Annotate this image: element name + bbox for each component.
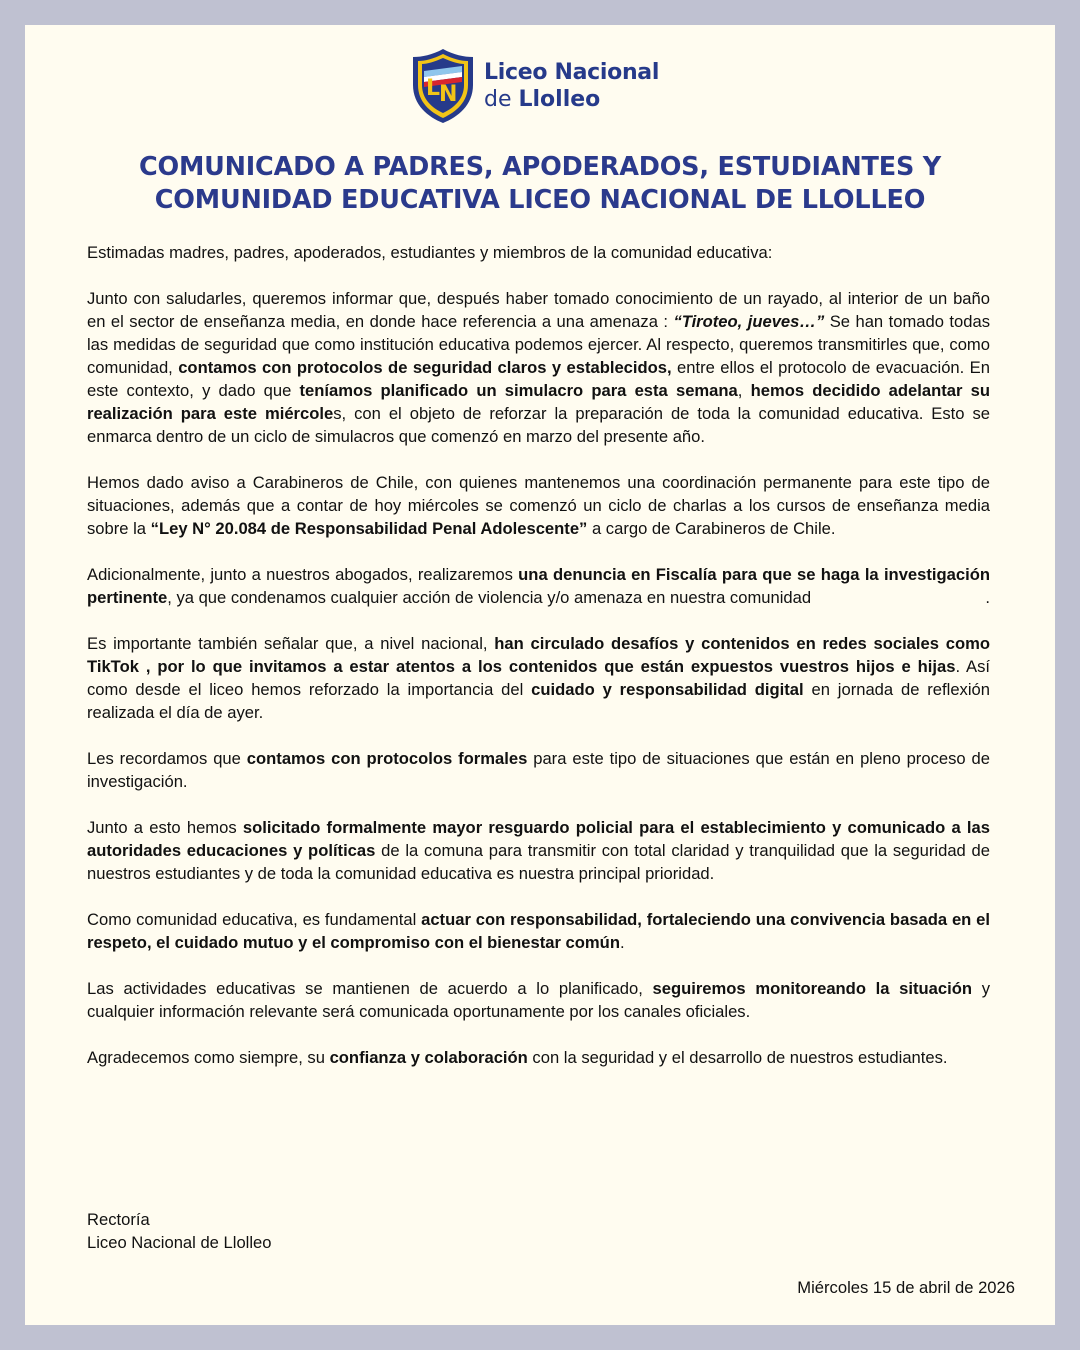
text: Adicionalmente, junto a nuestros abogados, realizaremos xyxy=(87,565,519,584)
text: , xyxy=(737,381,751,400)
bold-text: contamos con protocolos formales xyxy=(246,749,528,768)
school-name-bold: Llolleo xyxy=(518,87,601,112)
document-body xyxy=(87,241,990,1092)
text: para este tipo de situaciones que están en pleno proceso de investigación. xyxy=(87,749,990,791)
paragraph-community xyxy=(87,908,990,954)
paragraph-denuncia xyxy=(87,563,990,609)
text: con la seguridad y el desarrollo de nuestros estudiantes. xyxy=(527,1048,948,1067)
school-name-line1: Liceo Nacional xyxy=(484,60,660,85)
threat-quote: “Tiroteo, jueves…” xyxy=(673,312,825,331)
school-name xyxy=(484,59,659,113)
paragraph-police xyxy=(87,816,990,885)
communique-page xyxy=(25,25,1055,1325)
svg-text:L: L xyxy=(426,76,441,101)
bold-text: cuidado y responsabilidad digital xyxy=(531,680,804,699)
bold-text: una denuncia en Fiscalía para que se haga la investigación pertinente xyxy=(87,565,990,607)
svg-text:N: N xyxy=(439,82,458,107)
text: Hemos dado aviso a Carabineros de Chile, con quienes mantenemos una coordinación permanente para este tipo de situaciones, además que a contar de hoy miércoles se comenzó un ciclo de charlas a los cursos de enseñanza media sobre la xyxy=(87,473,990,538)
paragraph-activities xyxy=(87,977,990,1023)
title-line-1: COMUNICADO A PADRES, APODERADOS, ESTUDIANTES Y xyxy=(138,152,942,182)
text: . Así como desde el liceo hemos reforzado la importancia del xyxy=(87,657,991,699)
school-logo xyxy=(410,47,659,125)
document-date: Miércoles 15 de abril de 2026 xyxy=(797,1278,1015,1297)
law-reference: “Ley N° 20.084 de Responsabilidad Penal Adolescente” xyxy=(150,519,588,538)
text: Las actividades educativas se mantienen de acuerdo a lo planificado, xyxy=(87,979,653,998)
school-name-line2 xyxy=(484,86,659,113)
text: Les recordamos que xyxy=(87,749,247,768)
bold-text: confianza y colaboración xyxy=(329,1048,528,1067)
school-crest-icon xyxy=(410,47,476,125)
text: , ya que condenamos cualquier acción de violencia y/o amenaza en nuestra comunidad xyxy=(167,588,812,607)
bold-text: hemos decidido adelantar su realización para este miércole xyxy=(87,381,990,423)
paragraph-thanks xyxy=(87,1046,990,1069)
text: s, con el objeto de reforzar la preparación de toda la comunidad educativa. Esto se enmarca dentro de un ciclo de simulacros que comenzó en marzo del presente año. xyxy=(87,404,991,446)
text: y cualquier información relevante será comunicada oportunamente por los canales oficiales. xyxy=(87,979,990,1021)
text: de la comuna para transmitir con total claridad y tranquilidad que la seguridad de nuestros estudiantes y de toda la comunidad educativa es nuestra principal prioridad. xyxy=(87,841,990,883)
text: Es importante también señalar que, a nivel nacional, xyxy=(87,634,495,653)
text: a cargo de Carabineros de Chile. xyxy=(587,519,836,538)
signature xyxy=(87,1208,272,1254)
document-title xyxy=(65,151,1015,217)
text: Junto con saludarles, queremos informar que, después haber tomado conocimiento de un rayado, al interior de un baño en el sector de enseñanza media, en donde hace referencia a una amenaza : xyxy=(87,289,990,331)
bold-text: han circulado desafíos y contenidos en redes sociales como TikTok , por lo que invitamos a estar atentos a los contenidos que están expuestos vuestros hijos e hijas xyxy=(87,634,990,676)
paragraph-threat-notice xyxy=(87,287,990,448)
paragraph-carabineros xyxy=(87,471,990,540)
bold-text: seguiremos monitoreando la situación xyxy=(652,979,973,998)
bold-text: contamos con protocolos de seguridad claros y establecidos, xyxy=(178,358,672,377)
paragraph-protocols xyxy=(87,747,990,793)
text: Junto a esto hemos xyxy=(87,818,243,837)
signature-line-2: Liceo Nacional de Llolleo xyxy=(87,1233,272,1252)
paragraph-social-media xyxy=(87,632,990,724)
bold-text: solicitado formalmente mayor resguardo policial para el establecimiento y comunicado a las autoridades educaciones y políticas xyxy=(87,818,991,860)
text: . xyxy=(985,588,990,607)
title-line-2: COMUNIDAD EDUCATIVA LICEO NACIONAL DE LLOLLEO xyxy=(154,185,926,215)
bold-text: teníamos planificado un simulacro para esta semana xyxy=(299,381,738,400)
text: en jornada de reflexión realizada el día de ayer. xyxy=(87,680,991,722)
text: Agradecemos como siempre, su xyxy=(87,1048,330,1067)
school-name-prefix: de xyxy=(484,87,519,112)
text: . xyxy=(619,933,625,952)
text: Se han tomado todas las medidas de seguridad que como institución educativa podemos ejercer. Al respecto, queremos transmitirles que, como comunidad, xyxy=(87,312,990,377)
text: Como comunidad educativa, es fundamental xyxy=(87,910,422,929)
greeting: Estimadas madres, padres, apoderados, estudiantes y miembros de la comunidad educativa: xyxy=(87,243,773,262)
signature-line-1: Rectoría xyxy=(87,1210,150,1229)
bold-text: actuar con responsabilidad, fortaleciendo una convivencia basada en el respeto, el cuidado mutuo y el compromiso con el bienestar común xyxy=(87,910,990,952)
text: entre ellos el protocolo de evacuación. En este contexto, y dado que xyxy=(87,358,990,400)
